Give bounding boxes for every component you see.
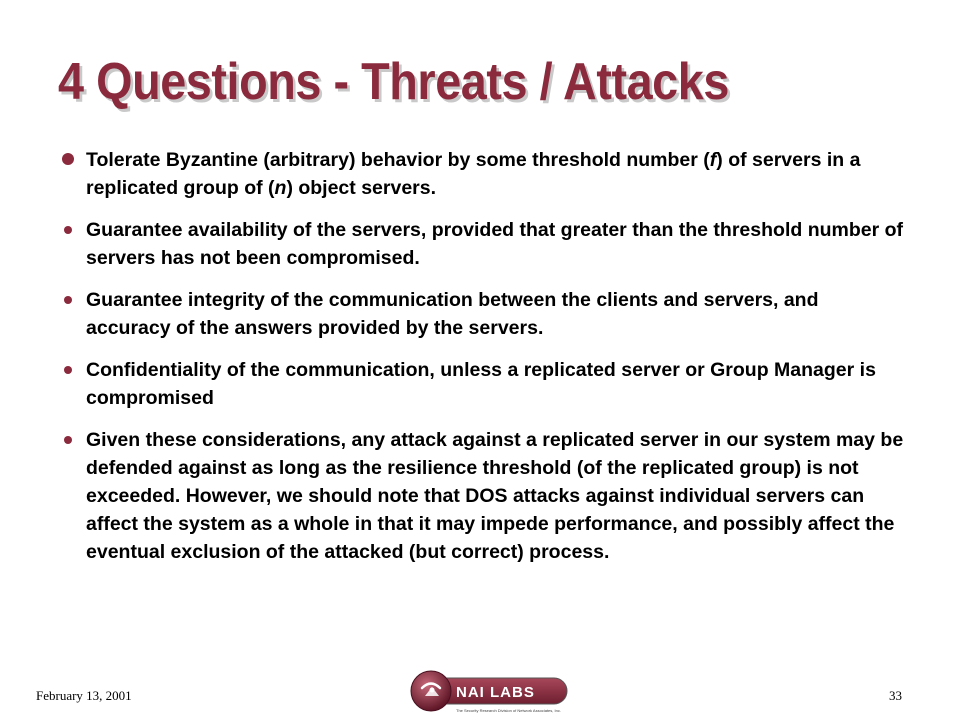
footer-date: February 13, 2001 xyxy=(36,688,132,703)
variable-n: n xyxy=(274,177,287,199)
bullet-dot-icon xyxy=(64,366,72,374)
bullet-dot-icon xyxy=(64,436,72,444)
nai-labs-logo xyxy=(409,668,569,718)
bullet-item xyxy=(58,146,906,202)
bullet-dot-icon xyxy=(64,226,72,234)
bullet-item xyxy=(58,216,906,272)
bullet-text: Confidentiality of the communication, unless a replicated server or Group Manager is compromised xyxy=(86,359,876,409)
bullet-item xyxy=(58,426,906,566)
bullet-text: Guarantee availability of the servers, provided that greater than the threshold number of servers has not been compromised. xyxy=(86,219,904,269)
slide-title: 4 Questions - Threats / Attacks xyxy=(58,53,729,111)
bullet-list xyxy=(58,146,906,566)
page-number: 33 xyxy=(889,688,902,703)
bullet-text: Tolerate Byzantine (arbitrary) behavior by some threshold number (f) of servers in a replicated group of (n) object servers. xyxy=(86,149,861,199)
svg-text:NAI LABS: NAI LABS xyxy=(456,684,535,701)
variable-f: f xyxy=(709,149,717,171)
bullet-item xyxy=(58,286,906,342)
svg-text:The Security Research Division: The Security Research Division of Network Associates, Inc. xyxy=(456,708,561,713)
bullet-text: Guarantee integrity of the communication between the clients and servers, and accuracy of the answers provided by the servers. xyxy=(86,289,819,339)
bullet-dot-icon xyxy=(64,296,72,304)
bullet-text: Given these considerations, any attack against a replicated server in our system may be defended against as long as the resilience threshold (of the replicated group) is not exceeded. However, we should note that DOS attacks against individual servers can affect the system as a whole in that it may impede performance, and possibly affect the eventual exclusion of the attacked (but correct) process. xyxy=(86,429,904,563)
bullet-dot-icon xyxy=(62,153,74,165)
bullet-item xyxy=(58,356,906,412)
